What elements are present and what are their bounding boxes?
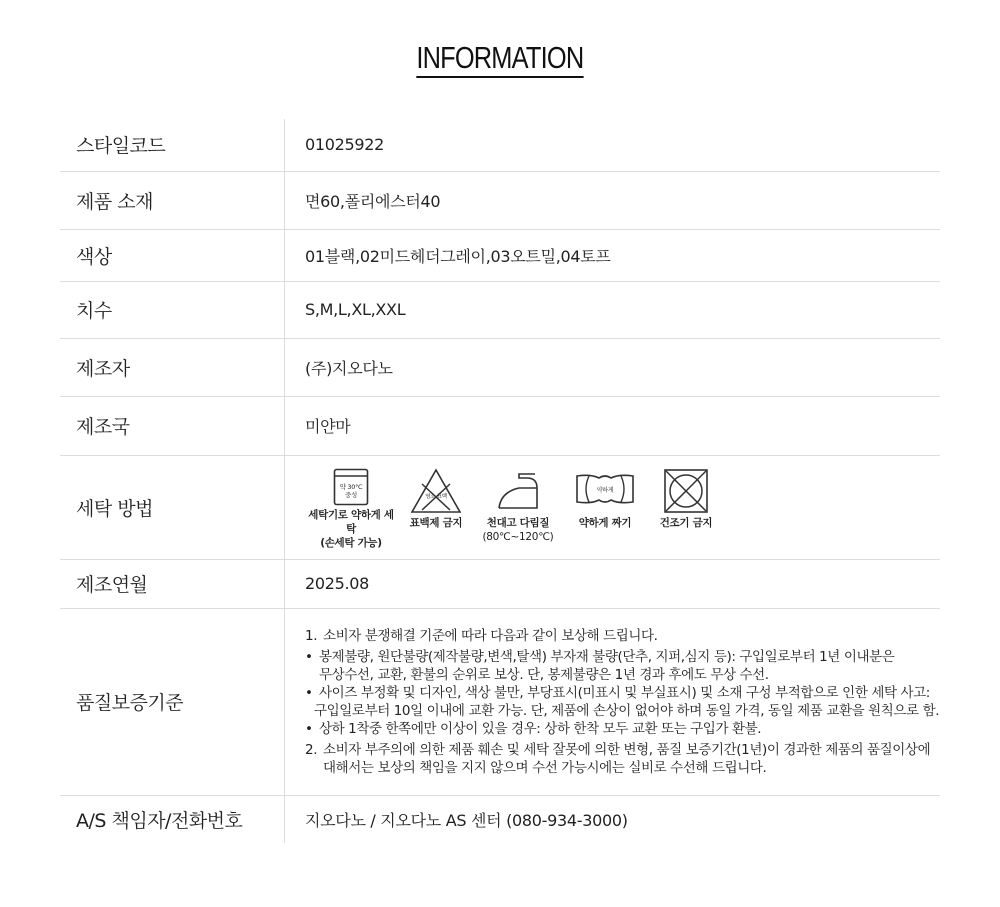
quality-text [305, 627, 940, 777]
quality-bullet-1-line-2: 무상수선, 교환, 환불의 순위로 보상. 단, 봉제불량은 1년 경과 후에도 무상 수선. [319, 666, 769, 683]
quality-item-2 [305, 741, 940, 759]
wash-temp-text: 약 30°C [339, 483, 363, 491]
quality-num-1: 1. [305, 627, 318, 644]
row-wash [60, 455, 940, 559]
care-no-tumble [651, 468, 721, 530]
value-style-code: 01025922 [285, 119, 941, 171]
value-size: S,M,L,XL,XXL [285, 281, 941, 338]
row-quality [60, 608, 940, 795]
label-quality: 품질보증기준 [60, 608, 285, 795]
title-wrap [0, 40, 1000, 78]
bullet-2: • [305, 684, 313, 701]
quality-bullet-3-line: 상하 1착중 한쪽에만 이상이 있을 경우: 상하 한착 모두 교환 또는 구입가 환불. [319, 720, 762, 737]
wash-neutral-text: 중성 [345, 491, 357, 499]
row-date [60, 559, 940, 608]
label-style-code: 스타일코드 [60, 119, 285, 171]
bullet-3: • [305, 720, 313, 737]
wring-inner-text: 약하게 [596, 487, 614, 494]
row-country [60, 396, 940, 455]
quality-text-1: 소비자 분쟁해결 기준에 따라 다음과 같이 보상해 드립니다. [323, 627, 658, 644]
no-tumble-dry-icon [663, 468, 709, 514]
quality-item-2b [305, 759, 940, 777]
quality-bullet-3 [305, 720, 940, 738]
row-size [60, 281, 940, 338]
care-no-tumble-label: 건조기 금지 [659, 517, 713, 529]
quality-text-2-line-2: 대해서는 보상의 책임을 지지 않으며 수선 가능시에는 실비로 수선해 드립니다. [323, 759, 767, 776]
quality-bullet-1 [305, 648, 940, 666]
quality-num-2: 2. [305, 741, 318, 758]
care-iron-temp: (80℃~120℃) [482, 531, 554, 543]
no-bleach-icon [410, 468, 462, 514]
row-maker [60, 338, 940, 396]
care-machine-wash [305, 468, 397, 550]
value-quality [285, 608, 941, 795]
label-date: 제조연월 [60, 559, 285, 608]
bullet-1: • [305, 648, 313, 665]
value-as: 지오다노 / 지오다노 AS 센터 (080-934-3000) [305, 810, 628, 830]
quality-bullet-2-line-2: 구입일로부터 10일 이내에 교환 가능. 단, 제품에 손상이 없어야 하며 동일 가격, 동일 제품 교환을 원칙으로 함. [314, 702, 940, 719]
wring-gently-icon [575, 468, 635, 514]
label-material: 제품 소재 [60, 171, 285, 229]
care-machine-wash-label: 세탁기로 약하게 세탁 [308, 509, 394, 535]
label-size: 치수 [60, 281, 285, 338]
value-date: 2025.08 [285, 559, 941, 608]
row-color [60, 229, 940, 281]
quality-item-1 [305, 627, 940, 645]
label-maker: 제조자 [60, 338, 285, 396]
care-no-bleach-label: 표백제 금지 [409, 517, 463, 529]
product-info-table [60, 119, 940, 843]
value-maker: (주)지오다노 [285, 338, 941, 396]
quality-bullet-2-line-1: 사이즈 부정확 및 디자인, 색상 불만, 부당표시(미표시 및 부실표시) 및 소재 구성 부적합으로 인한 세탁 사고: [319, 684, 930, 701]
value-material: 면60,폴리에스터40 [285, 171, 941, 229]
care-symbols [305, 464, 940, 550]
value-country: 미얀마 [285, 396, 941, 455]
care-no-bleach [403, 468, 469, 530]
value-color: 01블랙,02미드헤더그레이,03오트밀,04토프 [285, 229, 941, 281]
quality-bullet-1b [305, 666, 940, 684]
row-style-code [60, 119, 940, 171]
care-iron [475, 468, 561, 544]
care-machine-wash-sub: (손세탁 가능) [320, 537, 382, 549]
care-wring-label: 약하게 짜기 [578, 517, 632, 529]
care-iron-label: 천대고 다림질 [486, 517, 550, 529]
quality-bullet-2b [305, 702, 940, 720]
iron-icon [495, 468, 541, 514]
quality-bullet-1-line-1: 봉제불량, 원단불량(제작불량,변색,탈색) 부자재 불량(단추, 지퍼,심지 등): 구입일로부터 1년 이내분은 [319, 648, 895, 665]
label-color: 색상 [60, 229, 285, 281]
label-country: 제조국 [60, 396, 285, 455]
label-as: A/S 책임자/전화번호 [60, 795, 285, 843]
page-title: INFORMATION [416, 40, 583, 78]
quality-bullet-2 [305, 684, 940, 702]
machine-wash-30-icon [333, 468, 369, 506]
quality-text-2-line-1: 소비자 부주의에 의한 제품 훼손 및 세탁 잘못에 의한 변형, 품질 보증기간(1년)이 경과한 제품의 품질이상에 [323, 741, 931, 758]
value-wash [285, 455, 941, 559]
care-wring [569, 468, 641, 530]
row-as [60, 795, 940, 843]
label-wash: 세탁 방법 [60, 455, 285, 559]
row-material [60, 171, 940, 229]
no-bleach-inner-text: 염소 표백 [425, 494, 447, 500]
